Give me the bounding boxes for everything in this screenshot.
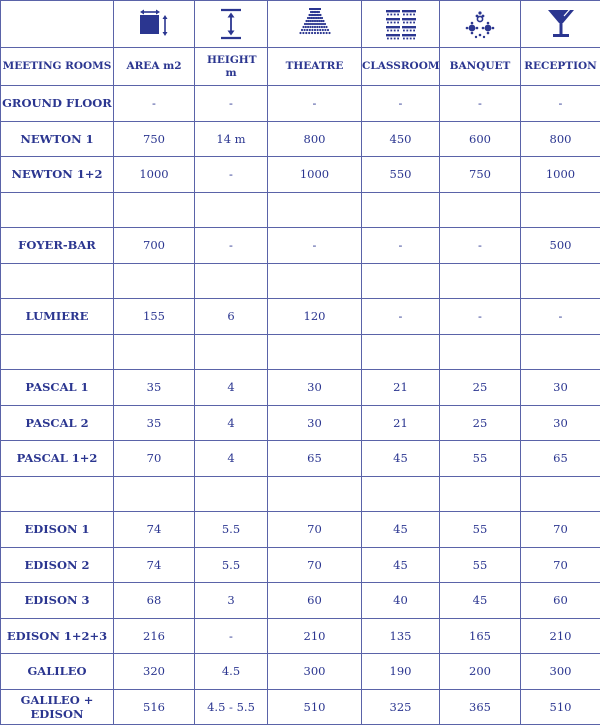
theatre-cell: 1000 bbox=[268, 157, 362, 193]
reception-cell: 210 bbox=[521, 618, 600, 654]
classroom-cell: - bbox=[362, 299, 440, 335]
banquet-cell bbox=[440, 192, 521, 228]
table-row bbox=[1, 689, 600, 725]
classroom-icon bbox=[383, 6, 419, 42]
header-banquet: BANQUET bbox=[440, 48, 521, 86]
classroom-cell: 325 bbox=[362, 689, 440, 725]
area-cell: 74 bbox=[114, 547, 195, 583]
reception-cell bbox=[521, 476, 600, 512]
height-cell: - bbox=[195, 157, 268, 193]
reception-cell: 30 bbox=[521, 370, 600, 406]
table-row bbox=[1, 263, 600, 299]
height-cell: 6 bbox=[195, 299, 268, 335]
table-row bbox=[1, 86, 600, 122]
area-cell bbox=[114, 334, 195, 370]
classroom-cell bbox=[362, 1, 440, 48]
theatre-cell bbox=[268, 476, 362, 512]
reception-cell: 510 bbox=[521, 689, 600, 725]
room-name-cell: EDISON 2 bbox=[1, 547, 114, 583]
theatre-icon bbox=[297, 6, 333, 42]
classroom-cell bbox=[362, 334, 440, 370]
area-cell bbox=[114, 263, 195, 299]
room-name-cell: PASCAL 1+2 bbox=[1, 441, 114, 477]
banquet-cell: 600 bbox=[440, 121, 521, 157]
table-row bbox=[1, 476, 600, 512]
table-row bbox=[1, 121, 600, 157]
height-cell: 4 bbox=[195, 405, 268, 441]
reception-cell: 30 bbox=[521, 405, 600, 441]
reception-cell: - bbox=[521, 299, 600, 335]
table-row bbox=[1, 334, 600, 370]
classroom-cell bbox=[362, 263, 440, 299]
height-cell: 5.5 bbox=[195, 547, 268, 583]
table-row bbox=[1, 441, 600, 477]
room-name-cell bbox=[1, 334, 114, 370]
banquet-cell: - bbox=[440, 228, 521, 264]
theatre-cell: - bbox=[268, 86, 362, 122]
classroom-cell bbox=[362, 192, 440, 228]
classroom-cell: 450 bbox=[362, 121, 440, 157]
banquet-cell bbox=[440, 1, 521, 48]
theatre-cell: 510 bbox=[268, 689, 362, 725]
table-row bbox=[1, 299, 600, 335]
area-cell: 1000 bbox=[114, 157, 195, 193]
banquet-cell: 200 bbox=[440, 654, 521, 690]
table-row bbox=[1, 370, 600, 406]
classroom-cell: - bbox=[362, 228, 440, 264]
table-row bbox=[1, 547, 600, 583]
icon-row bbox=[1, 1, 600, 48]
empty-corner-cell bbox=[1, 1, 114, 48]
height-cell bbox=[195, 1, 268, 48]
theatre-cell: 30 bbox=[268, 370, 362, 406]
classroom-cell: 21 bbox=[362, 405, 440, 441]
header-row bbox=[1, 48, 600, 86]
room-name-cell: GALILEO bbox=[1, 654, 114, 690]
area-cell: 70 bbox=[114, 441, 195, 477]
room-name-cell: LUMIERE bbox=[1, 299, 114, 335]
reception-icon bbox=[543, 6, 579, 42]
room-name-cell: PASCAL 2 bbox=[1, 405, 114, 441]
area-cell: 35 bbox=[114, 370, 195, 406]
reception-cell: 70 bbox=[521, 547, 600, 583]
reception-cell: 300 bbox=[521, 654, 600, 690]
area-cell: 155 bbox=[114, 299, 195, 335]
table-row bbox=[1, 157, 600, 193]
banquet-cell: - bbox=[440, 86, 521, 122]
reception-cell: 60 bbox=[521, 583, 600, 619]
reception-cell bbox=[521, 192, 600, 228]
table-row bbox=[1, 192, 600, 228]
room-name-cell: FOYER-BAR bbox=[1, 228, 114, 264]
reception-cell: 70 bbox=[521, 512, 600, 548]
reception-cell: 1000 bbox=[521, 157, 600, 193]
height-cell: - bbox=[195, 228, 268, 264]
room-name-cell: NEWTON 1 bbox=[1, 121, 114, 157]
banquet-cell bbox=[440, 263, 521, 299]
room-name-cell bbox=[1, 263, 114, 299]
area-cell: 68 bbox=[114, 583, 195, 619]
height-cell: 3 bbox=[195, 583, 268, 619]
room-name-cell: GROUND FLOOR bbox=[1, 86, 114, 122]
classroom-cell: 190 bbox=[362, 654, 440, 690]
reception-cell bbox=[521, 263, 600, 299]
banquet-icon bbox=[462, 6, 498, 42]
header-meeting-rooms: MEETING ROOMS bbox=[1, 48, 114, 86]
banquet-cell: 55 bbox=[440, 441, 521, 477]
height-cell: 4.5 - 5.5 bbox=[195, 689, 268, 725]
theatre-cell: 70 bbox=[268, 512, 362, 548]
area-cell: 74 bbox=[114, 512, 195, 548]
room-name-cell: GALILEO + EDISON bbox=[1, 689, 114, 725]
reception-cell: 500 bbox=[521, 228, 600, 264]
height-cell: 4.5 bbox=[195, 654, 268, 690]
height-cell: 14 m bbox=[195, 121, 268, 157]
banquet-cell: 365 bbox=[440, 689, 521, 725]
theatre-cell: - bbox=[268, 228, 362, 264]
theatre-cell bbox=[268, 192, 362, 228]
area-cell: - bbox=[114, 86, 195, 122]
theatre-cell bbox=[268, 1, 362, 48]
room-name-cell: NEWTON 1+2 bbox=[1, 157, 114, 193]
height-cell: 4 bbox=[195, 370, 268, 406]
room-name-cell: EDISON 1 bbox=[1, 512, 114, 548]
banquet-cell: 25 bbox=[440, 370, 521, 406]
height-cell bbox=[195, 476, 268, 512]
classroom-cell: 45 bbox=[362, 547, 440, 583]
reception-cell bbox=[521, 1, 600, 48]
area-cell: 700 bbox=[114, 228, 195, 264]
theatre-cell: 120 bbox=[268, 299, 362, 335]
banquet-cell: 750 bbox=[440, 157, 521, 193]
room-name-cell: EDISON 1+2+3 bbox=[1, 618, 114, 654]
banquet-cell: 165 bbox=[440, 618, 521, 654]
classroom-cell: 40 bbox=[362, 583, 440, 619]
area-cell bbox=[114, 1, 195, 48]
theatre-cell: 60 bbox=[268, 583, 362, 619]
room-name-cell: EDISON 3 bbox=[1, 583, 114, 619]
table-row bbox=[1, 228, 600, 264]
reception-cell: 800 bbox=[521, 121, 600, 157]
height-cell: - bbox=[195, 618, 268, 654]
table-row bbox=[1, 512, 600, 548]
height-cell: - bbox=[195, 86, 268, 122]
theatre-cell: 30 bbox=[268, 405, 362, 441]
height-cell: 4 bbox=[195, 441, 268, 477]
height-icon bbox=[213, 6, 249, 42]
banquet-cell: - bbox=[440, 299, 521, 335]
height-cell bbox=[195, 334, 268, 370]
banquet-cell: 55 bbox=[440, 547, 521, 583]
reception-cell: 65 bbox=[521, 441, 600, 477]
classroom-cell: 550 bbox=[362, 157, 440, 193]
header-area: AREA m2 bbox=[114, 48, 195, 86]
theatre-cell: 800 bbox=[268, 121, 362, 157]
table-row bbox=[1, 583, 600, 619]
table-row bbox=[1, 405, 600, 441]
header-classroom: CLASSROOM bbox=[362, 48, 440, 86]
room-name-cell: PASCAL 1 bbox=[1, 370, 114, 406]
classroom-cell: 135 bbox=[362, 618, 440, 654]
area-cell: 35 bbox=[114, 405, 195, 441]
room-name-cell bbox=[1, 476, 114, 512]
reception-cell bbox=[521, 334, 600, 370]
banquet-cell bbox=[440, 334, 521, 370]
header-reception: RECEPTION bbox=[521, 48, 600, 86]
theatre-cell: 70 bbox=[268, 547, 362, 583]
header-height: HEIGHT m bbox=[195, 48, 268, 86]
area-cell: 216 bbox=[114, 618, 195, 654]
area-cell: 516 bbox=[114, 689, 195, 725]
table-row bbox=[1, 618, 600, 654]
classroom-cell: - bbox=[362, 86, 440, 122]
banquet-cell bbox=[440, 476, 521, 512]
reception-cell: - bbox=[521, 86, 600, 122]
table-row bbox=[1, 654, 600, 690]
banquet-cell: 45 bbox=[440, 583, 521, 619]
classroom-cell: 45 bbox=[362, 512, 440, 548]
area-cell bbox=[114, 476, 195, 512]
height-cell bbox=[195, 263, 268, 299]
height-cell: 5.5 bbox=[195, 512, 268, 548]
theatre-cell bbox=[268, 334, 362, 370]
area-cell: 320 bbox=[114, 654, 195, 690]
area-cell bbox=[114, 192, 195, 228]
classroom-cell: 45 bbox=[362, 441, 440, 477]
classroom-cell: 21 bbox=[362, 370, 440, 406]
height-cell bbox=[195, 192, 268, 228]
theatre-cell: 300 bbox=[268, 654, 362, 690]
banquet-cell: 25 bbox=[440, 405, 521, 441]
area-icon bbox=[136, 6, 172, 42]
classroom-cell bbox=[362, 476, 440, 512]
theatre-cell: 210 bbox=[268, 618, 362, 654]
header-theatre: THEATRE bbox=[268, 48, 362, 86]
banquet-cell: 55 bbox=[440, 512, 521, 548]
area-cell: 750 bbox=[114, 121, 195, 157]
room-name-cell bbox=[1, 192, 114, 228]
theatre-cell: 65 bbox=[268, 441, 362, 477]
theatre-cell bbox=[268, 263, 362, 299]
